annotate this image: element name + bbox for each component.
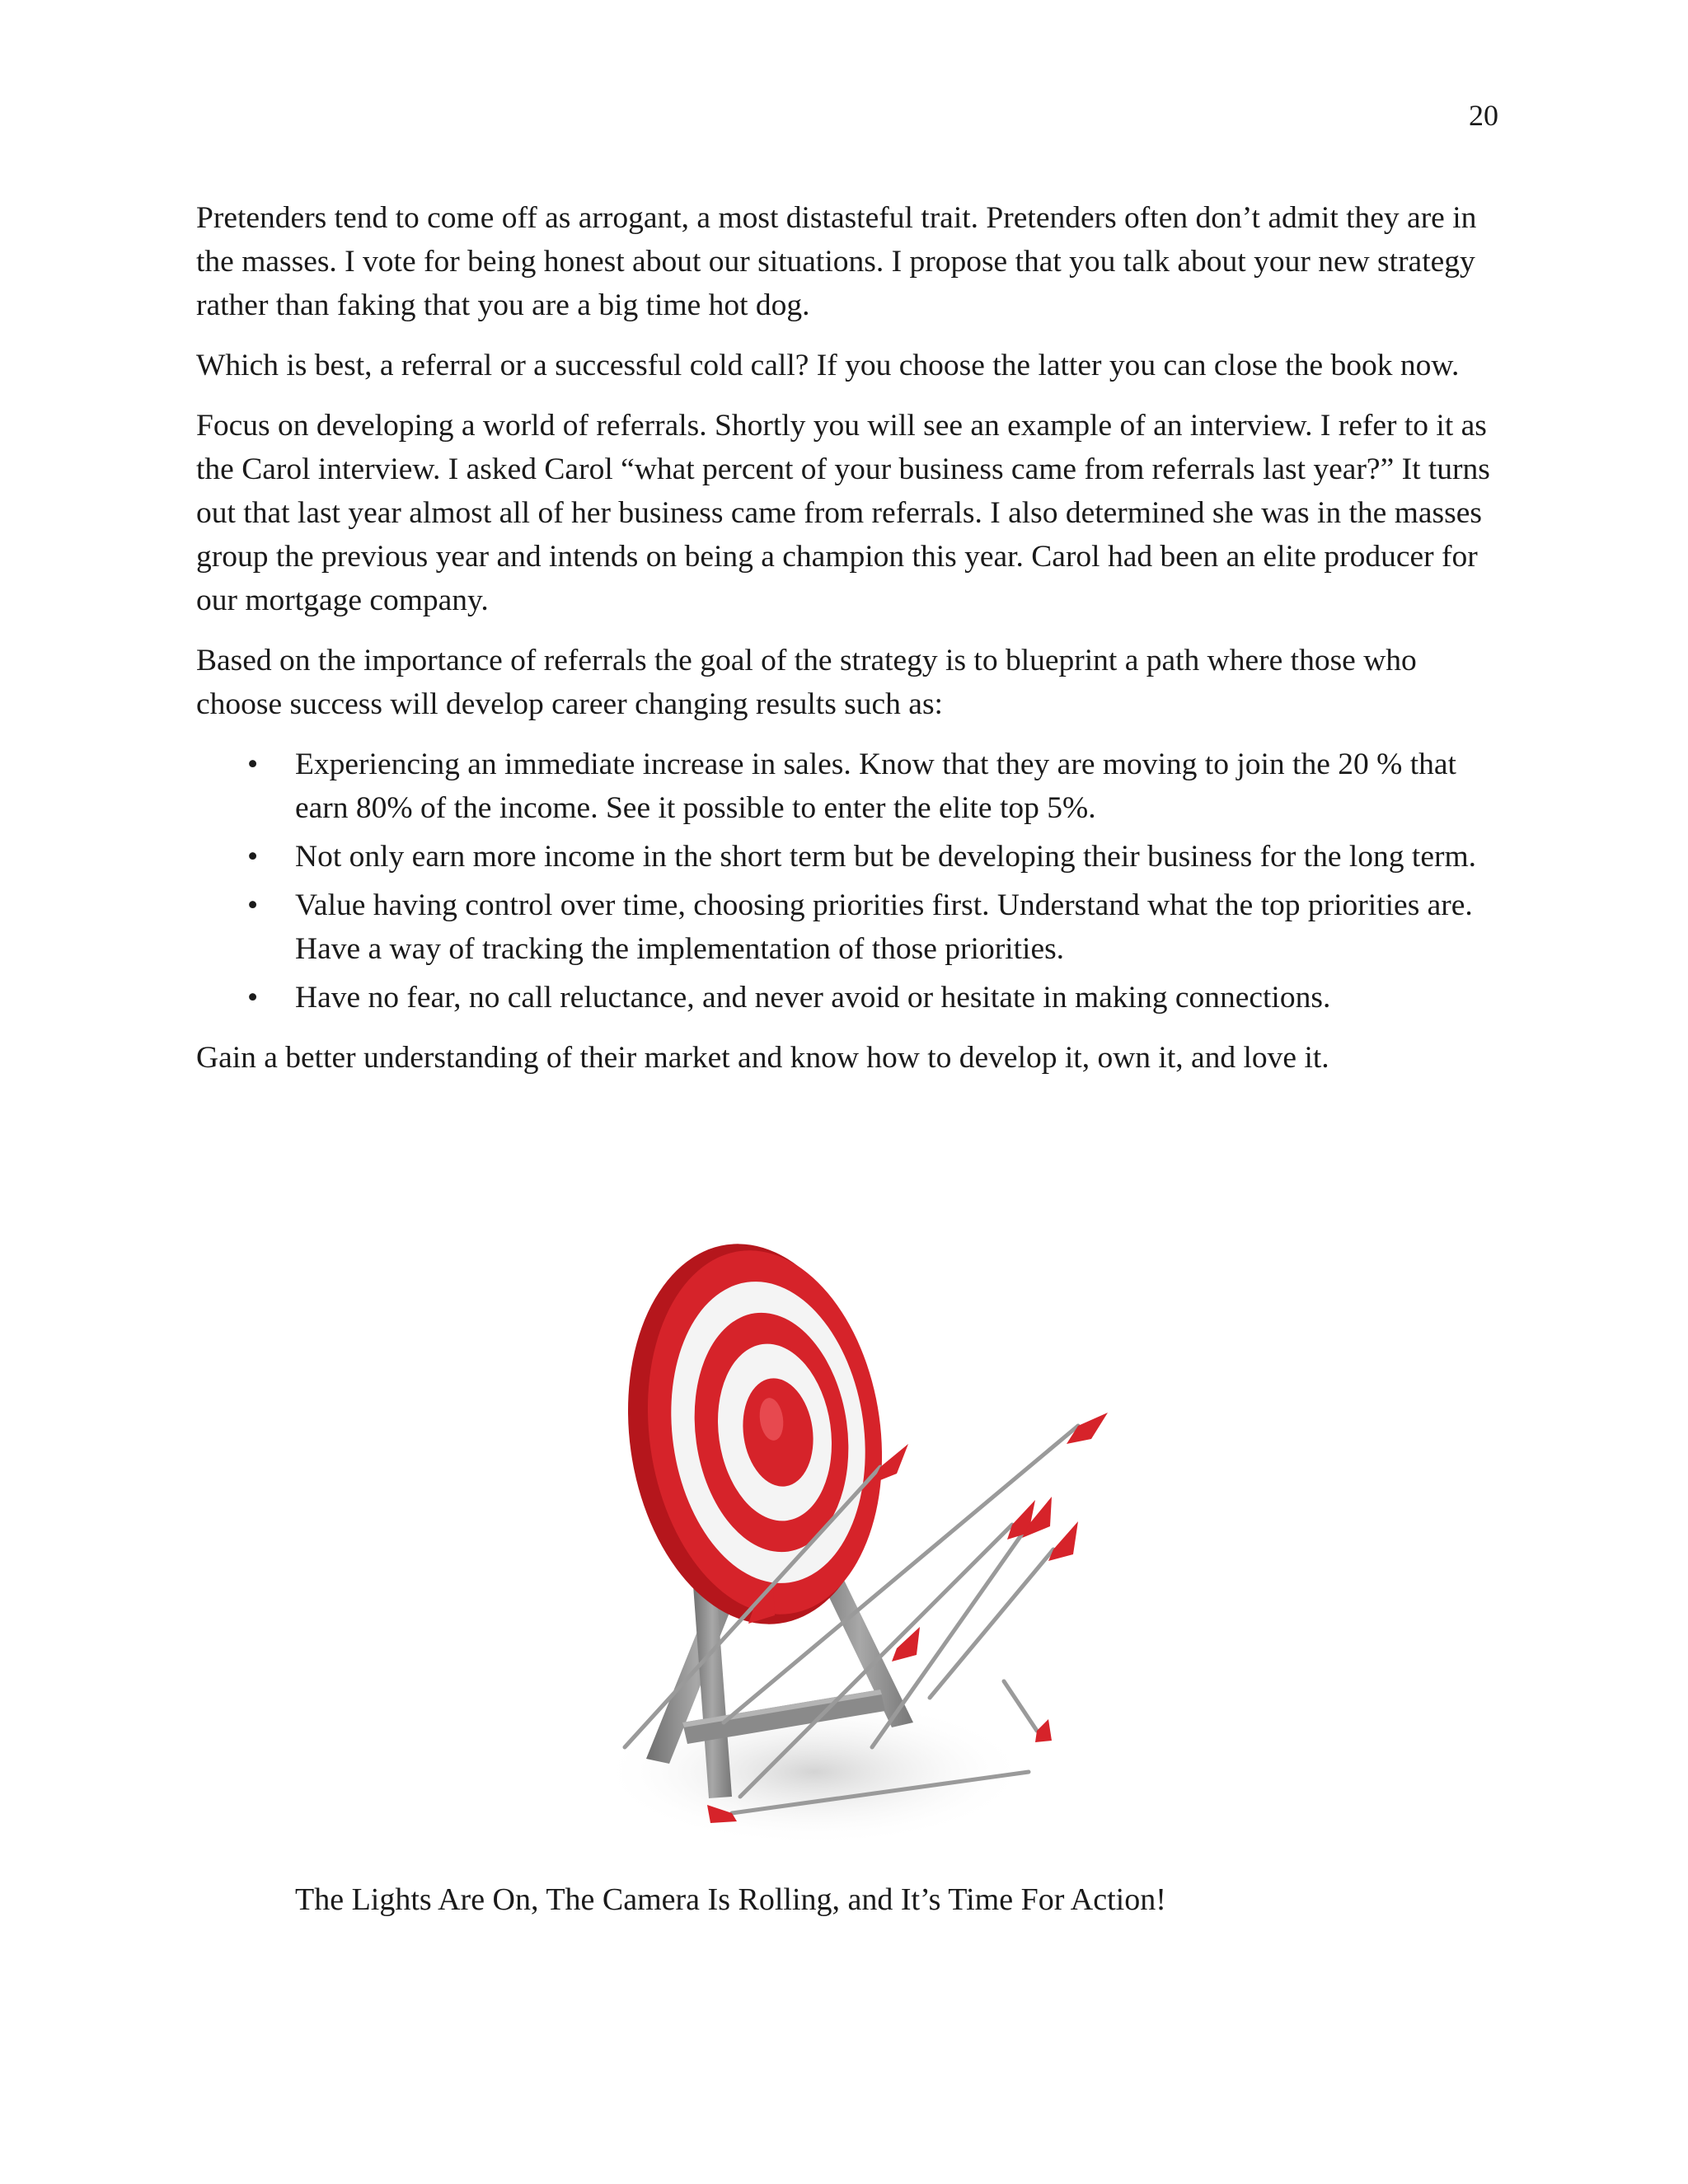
body-text <box>196 196 1507 1096</box>
paragraph-strategy-goal: Based on the importance of referrals the goal of the strategy is to blueprint a path where those who choose success will develop career changing results such as: <box>196 644 1417 721</box>
page-number: 20 <box>1469 99 1498 132</box>
paragraph-referral-question: Which is best, a referral or a successful cold call? If you choose the latter you can close the book now. <box>196 349 1460 382</box>
bullet-icon: • <box>247 981 259 1015</box>
list-item-text: Value having control over time, choosing priorities first. Understand what the top priorities are. Have a way of tracking the implementation of those priorities. <box>295 888 1473 966</box>
bullet-icon: • <box>247 840 259 874</box>
paragraph-pretenders: Pretenders tend to come off as arrogant, a most distasteful trait. Pretenders often don’t admit they are in the masses. I vote for being honest about our situations. I propose that you talk about your new strategy rather than faking that you are a big time hot dog. <box>196 201 1477 322</box>
results-list <box>196 743 1507 1019</box>
paragraph-closing: Gain a better understanding of their market and know how to develop it, own it, and love it. <box>196 1041 1329 1075</box>
figure-caption: The Lights Are On, The Camera Is Rolling, and It’s Time For Action! <box>295 1882 1166 1917</box>
bullet-icon: • <box>247 888 259 922</box>
list-item <box>196 883 1507 971</box>
list-item <box>196 976 1507 1019</box>
list-item <box>196 743 1507 830</box>
list-item-text: Experiencing an immediate increase in sales. Know that they are moving to join the 20 % that earn 80% of the income. See it possible to enter the elite top 5%. <box>295 748 1456 825</box>
list-item-text: Have no fear, no call reluctance, and never avoid or hesitate in making connections. <box>295 981 1331 1015</box>
paragraph-carol-interview: Focus on developing a world of referrals. Shortly you will see an example of an interview. I refer to it as the Carol interview. I asked Carol “what percent of your business came from referrals last year?” It turns out that last year almost all of her business came from referrals. I also determined she was in the masses group the previous year and intends on being a champion this year. Carol had been an elite producer for our mortgage company. <box>196 409 1490 617</box>
bullet-icon: • <box>247 748 259 781</box>
target-with-arrows-icon <box>600 1236 1111 1879</box>
list-item-text: Not only earn more income in the short term but be developing their business for the long term. <box>295 840 1477 874</box>
list-item <box>196 835 1507 879</box>
